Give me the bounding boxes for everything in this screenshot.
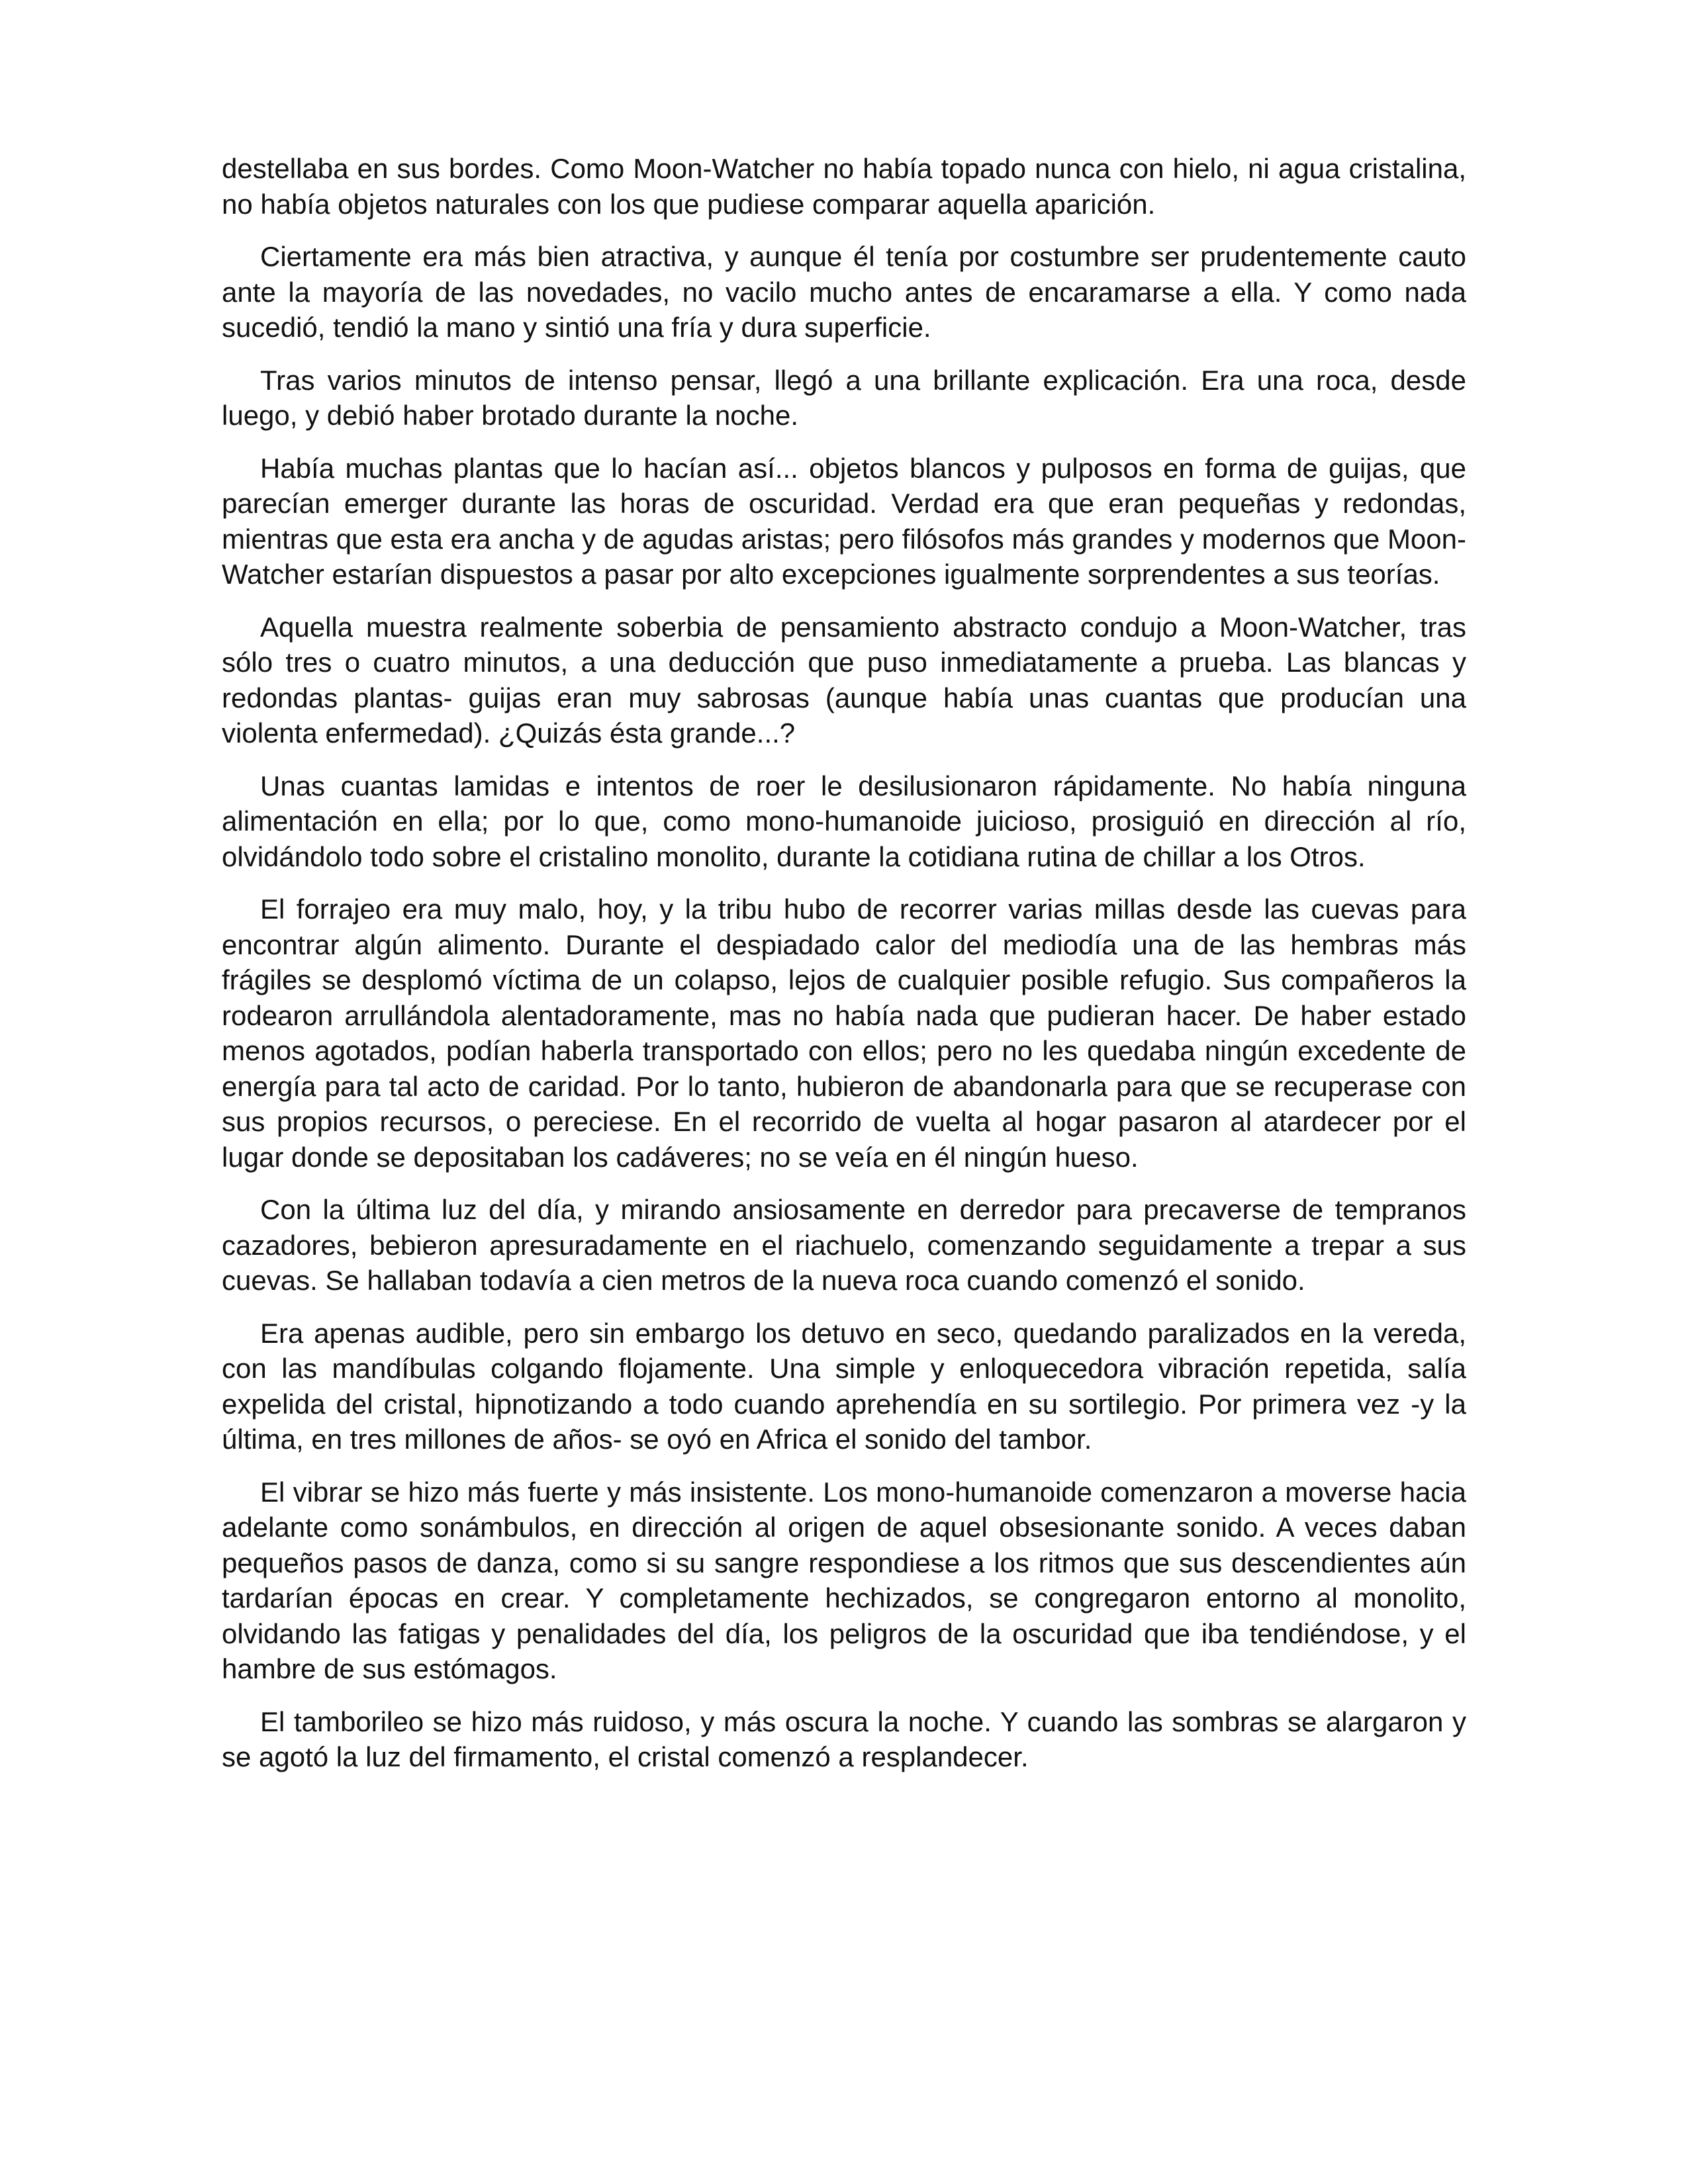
paragraph-11: El tamborileo se hizo más ruidoso, y más oscura la noche. Y cuando las sombras se alargaron y se agotó la luz del firmamento, el cristal comenzó a resplandecer. <box>222 1706 1466 1772</box>
paragraph-5: Aquella muestra realmente soberbia de pensamiento abstracto condujo a Moon-Watcher, tras sólo tres o cuatro minutos, a una deducción que puso inmediatamente a prueba. Las blancas y redondas plantas- guijas eran muy sabrosas (aunque había unas cuantas que producían una violenta enfermedad). ¿Quizás ésta grande...? <box>222 611 1466 749</box>
paragraph-3: Tras varios minutos de intenso pensar, llegó a una brillante explicación. Era una roca, desde luego, y debió haber brotado durante la noche. <box>222 364 1466 431</box>
paragraph-6: Unas cuantas lamidas e intentos de roer le desilusionaron rápidamente. No había ninguna alimentación en ella; por lo que, como mono-humanoide juicioso, prosiguió en dirección al río, olvidándolo todo sobre el cristalino monolito, durante la cotidiana rutina de chillar a los Otros. <box>222 770 1466 872</box>
paragraph-10: El vibrar se hizo más fuerte y más insistente. Los mono-humanoide comenzaron a moverse hacia adelante como sonámbulos, en dirección al origen de aquel obsesionante sonido. A veces daban pequeños pasos de danza, como si su sangre respondiese a los ritmos que sus descendientes aún tardarían épocas en crear. Y completamente hechizados, se congregaron entorno al monolito, olvidando las fatigas y penalidades del día, los peligros de la oscuridad que iba tendiéndose, y el hambre de sus estómagos. <box>222 1476 1466 1684</box>
body-text <box>222 151 1466 1792</box>
paragraph-8: Con la última luz del día, y mirando ansiosamente en derredor para precaverse de tempranos cazadores, bebieron apresuradamente en el riachuelo, comenzando seguidamente a trepar a sus cuevas. Se hallaban todavía a cien metros de la nueva roca cuando comenzó el sonido. <box>222 1194 1466 1296</box>
paragraph-4: Había muchas plantas que lo hacían así... objetos blancos y pulposos en forma de guijas, que parecían emerger durante las horas de oscuridad. Verdad era que eran pequeñas y redondas, mientras que esta era ancha y de agudas aristas; pero filósofos más grandes y modernos que Moon-Watcher estarían dispuestos a pasar por alto excepciones igualmente sorprendentes a sus teorías. <box>222 452 1466 590</box>
paragraph-9: Era apenas audible, pero sin embargo los detuvo en seco, quedando paralizados en la vereda, con las mandíbulas colgando flojamente. Una simple y enloquecedora vibración repetida, salía expelida del cristal, hipnotizando a todo cuando aprehendía en su sortilegio. Por primera vez -y la última, en tres millones de años- se oyó en Africa el sonido del tambor. <box>222 1317 1466 1455</box>
paragraph-2: Ciertamente era más bien atractiva, y aunque él tenía por costumbre ser prudentemente cauto ante la mayoría de las novedades, no vacilo mucho antes de encaramarse a ella. Y como nada sucedió, tendió la mano y sintió una fría y dura superficie. <box>222 241 1466 343</box>
paragraph-7: El forrajeo era muy malo, hoy, y la tribu hubo de recorrer varias millas desde las cuevas para encontrar algún alimento. Durante el despiadado calor del mediodía una de las hembras más frágiles se desplomó víctima de un colapso, lejos de cualquier posible refugio. Sus compañeros la rodearon arrullándola alentadoramente, mas no había nada que pudieran hacer. De haber estado menos agotados, podían haberla transportado con ellos; pero no les quedaba ningún excedente de energía para tal acto de caridad. Por lo tanto, hubieron de abandonarla para que se recuperase con sus propios recursos, o pereciese. En el recorrido de vuelta al hogar pasaron al atardecer por el lugar donde se depositaban los cadáveres; no se veía en él ningún hueso. <box>222 893 1466 1173</box>
paragraph-1: destellaba en sus bordes. Como Moon-Watcher no había topado nunca con hielo, ni agua cristalina, no había objetos naturales con los que pudiese comparar aquella aparición. <box>222 153 1466 220</box>
